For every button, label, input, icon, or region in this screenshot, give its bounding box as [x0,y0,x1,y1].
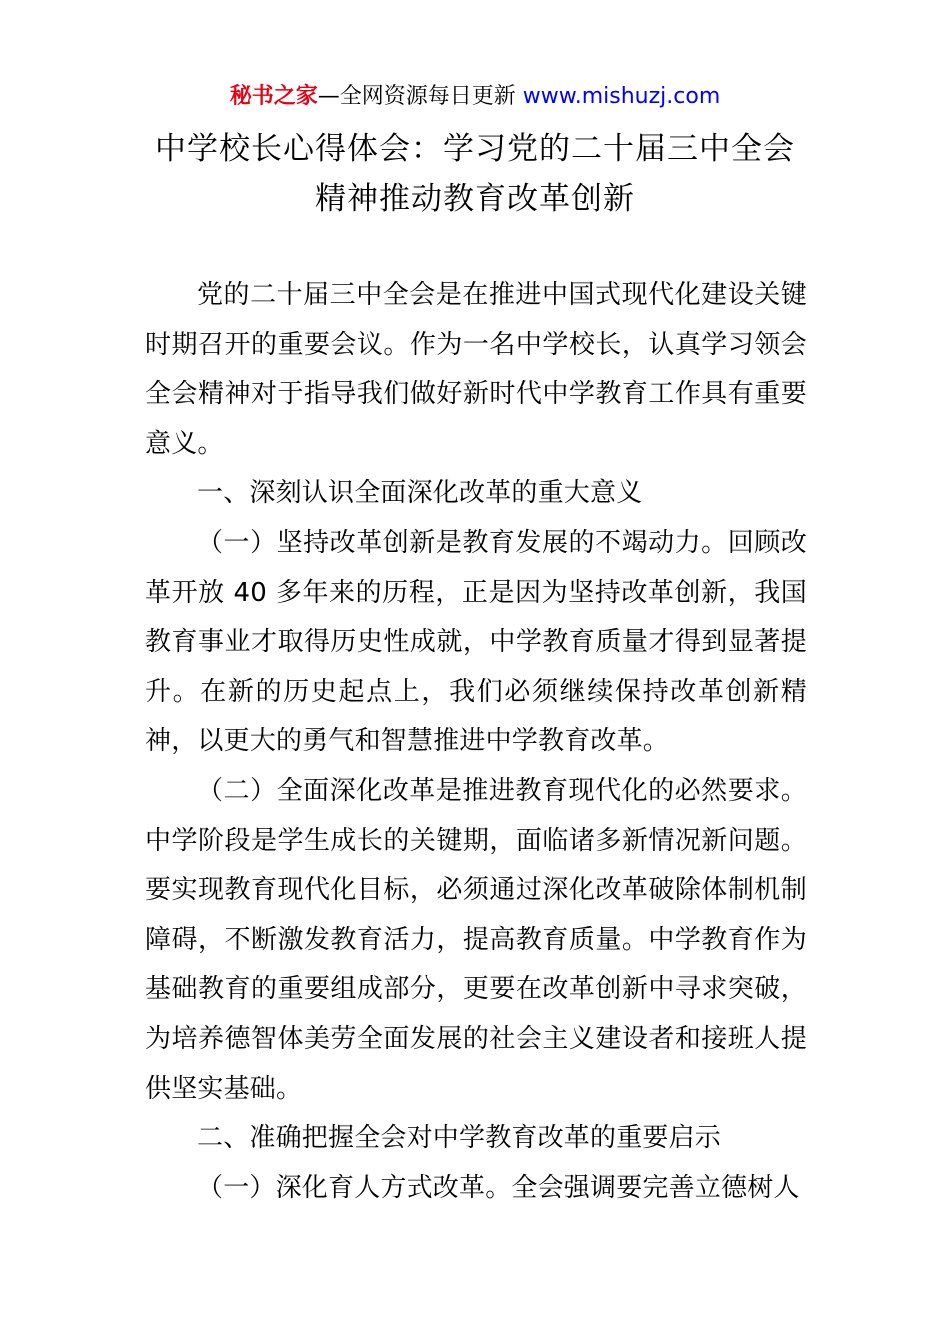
site-url-link[interactable]: www.mishuzj.com [522,84,721,109]
site-banner [0,80,950,114]
brand-name: 秘书之家 [229,84,318,109]
title-line-2: 精神推动教育改革创新 [315,181,635,217]
title-line-1: 中学校长心得体会：学习党的二十届三中全会 [155,131,795,167]
site-slogan: —全网资源每日更新 [317,84,516,109]
paragraph-1-1: （一）坚持改革创新是教育发展的不竭动力。回顾改革开放 40 多年来的历程，正是因为坚持改革创新，我国教育事业才取得历史性成就，中学教育质量才得到显著提升。在新的历史起点上，我们必须继续保持改革创新精神，以更大的勇气和智慧推进中学教育改革。 [145,527,807,757]
document-body [145,271,807,1213]
paragraph-2-1: （一）深化育人方式改革。全会强调要完善立德树人 [197,1172,800,1203]
section-heading-1: 一、深刻认识全面深化改革的重大意义 [197,478,643,509]
document-title [0,124,950,224]
intro-paragraph: 党的二十届三中全会是在推进中国式现代化建设关键时期召开的重要会议。作为一名中学校长，认真学习领会全会精神对于指导我们做好新时代中学教育工作具有重要意义。 [145,280,807,459]
paragraph-1-2: （二）全面深化改革是推进教育现代化的必然要求。中学阶段是学生成长的关键期，面临诸多新情况新问题。要实现教育现代化目标，必须通过深化改革破除体制机制障碍，不断激发教育活力，提高教育质量。中学教育作为基础教育的重要组成部分，更要在改革创新中寻求突破，为培养德智体美劳全面发展的社会主义建设者和接班人提供坚实基础。 [145,775,807,1104]
section-heading-2: 二、准确把握全会对中学教育改革的重要启示 [197,1123,722,1154]
